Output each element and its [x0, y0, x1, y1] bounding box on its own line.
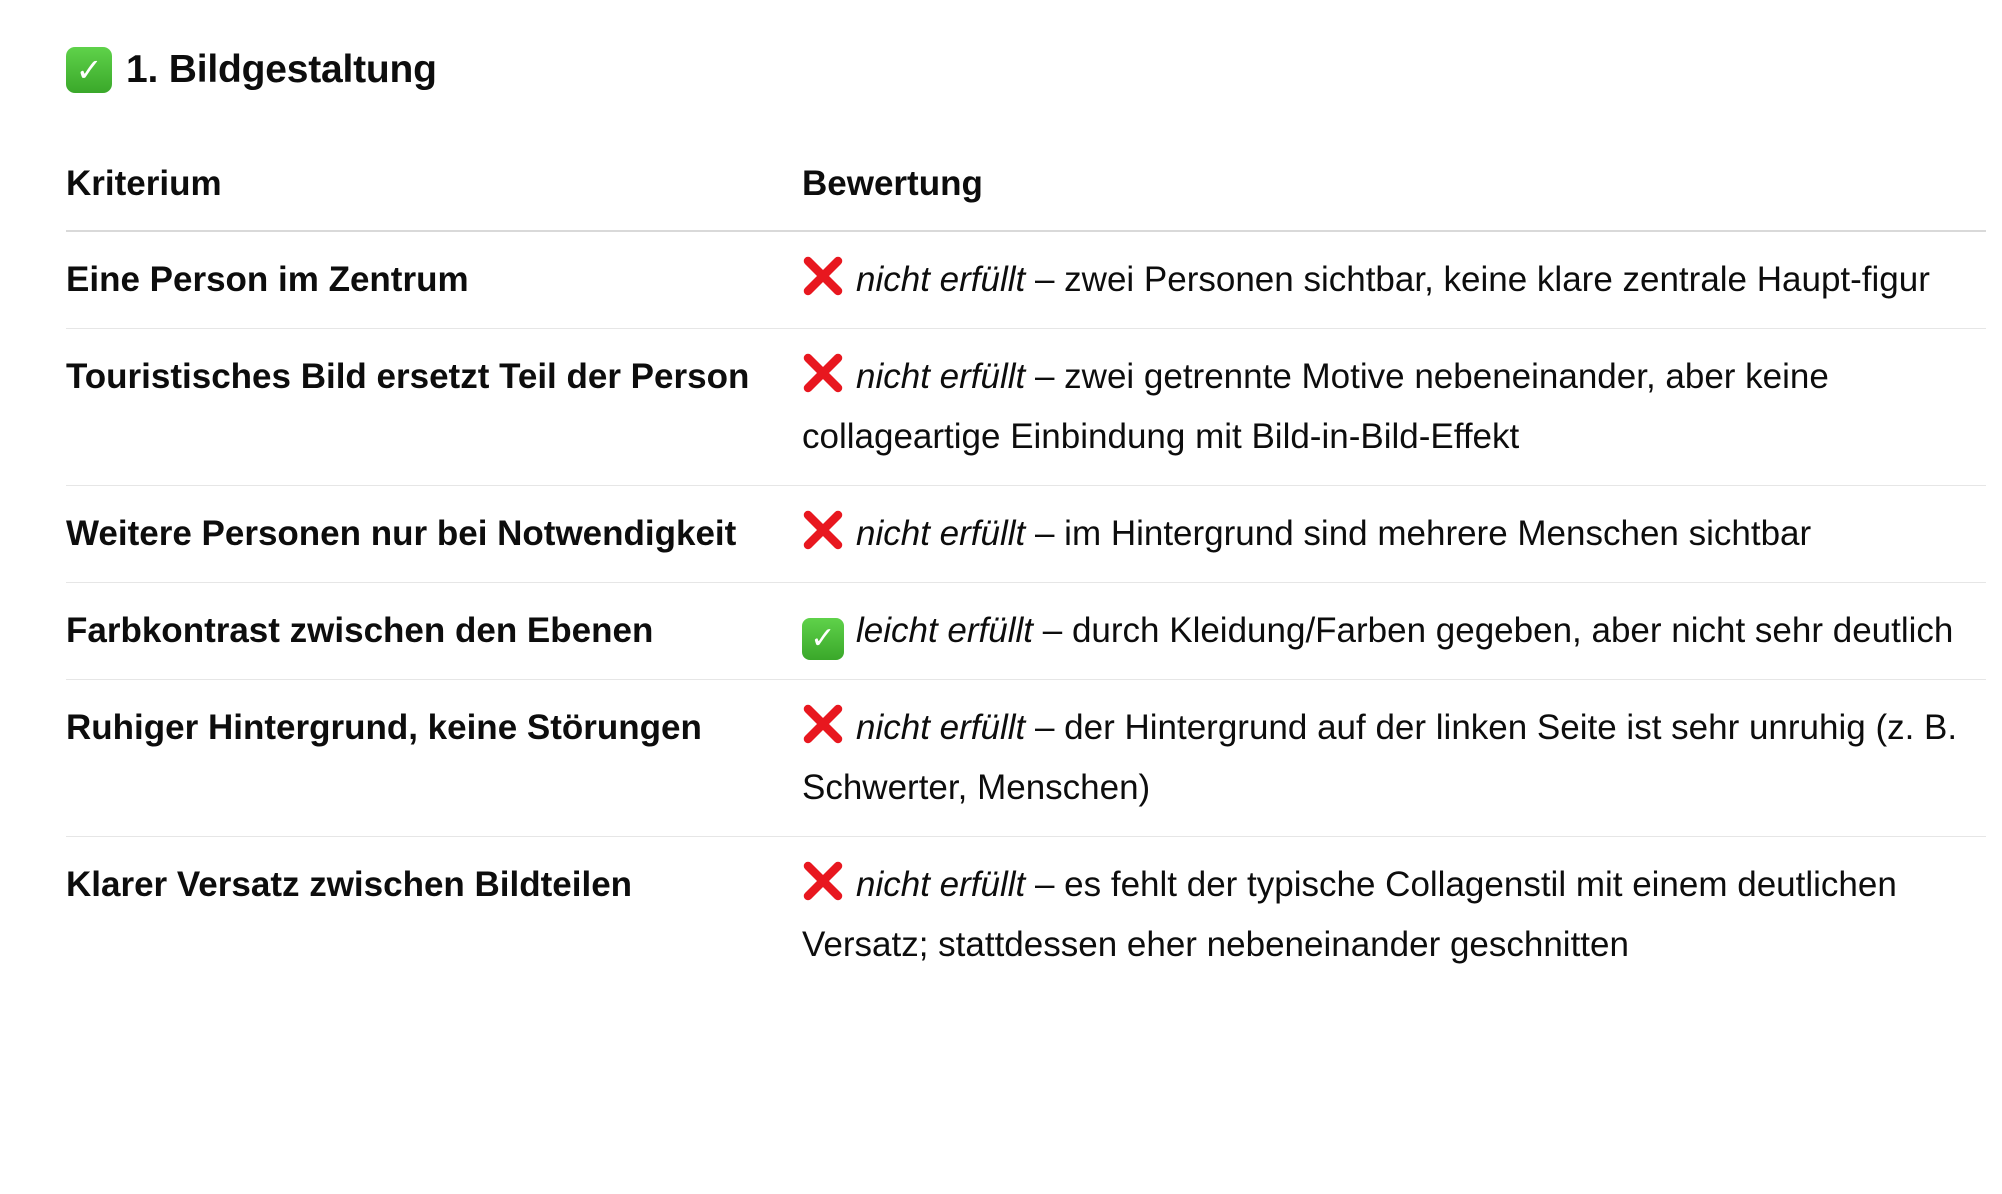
- cross-mark-icon: [802, 255, 844, 297]
- rating-cell: [802, 231, 1986, 329]
- rating-status: nicht erfüllt: [856, 514, 1026, 553]
- cross-mark-icon: [802, 509, 844, 551]
- rating-comment: – zwei getrennte Motive nebeneinander, aber keine collageartige Einbindung mit Bild-in-Bild-Effekt: [802, 357, 1829, 456]
- rating-status: nicht erfüllt: [856, 865, 1026, 904]
- criteria-table: [66, 150, 1986, 993]
- rating-cell: [802, 680, 1986, 837]
- table-row: [66, 231, 1986, 329]
- criterion-cell: Ruhiger Hintergrund, keine Störungen: [66, 680, 802, 837]
- check-mark-button-icon: ✓: [66, 47, 112, 93]
- table-row: [66, 486, 1986, 583]
- rating-status: nicht erfüllt: [856, 357, 1026, 396]
- column-header-rating: Bewertung: [802, 150, 1986, 231]
- criterion-cell: Klarer Versatz zwischen Bildteilen: [66, 865, 633, 904]
- cross-mark-icon: [802, 703, 844, 745]
- rating-comment: – im Hintergrund sind mehrere Menschen sichtbar: [1025, 514, 1812, 553]
- check-mark-button-icon: ✓: [802, 618, 844, 660]
- rating-comment: – durch Kleidung/Farben gegeben, aber nicht sehr deutlich: [1033, 611, 1954, 650]
- section-heading-text: 1. Bildgestaltung: [126, 48, 437, 91]
- table-row: [66, 583, 1986, 680]
- criterion-cell: Farbkontrast zwischen den Ebenen: [66, 583, 802, 680]
- rating-cell: [802, 837, 1986, 994]
- table-row: [66, 837, 1986, 994]
- rating-comment: – es fehlt der typische Collagenstil mit einem deutlichen Versatz; stattdessen eher nebeneinander geschnitten: [802, 865, 1897, 964]
- rating-cell: [802, 583, 1986, 680]
- section-heading: [66, 42, 437, 98]
- table-row: [66, 329, 1986, 486]
- criterion-cell: Eine Person im Zentrum: [66, 231, 802, 329]
- column-header-criterion: Kriterium: [66, 150, 802, 231]
- rating-cell: [802, 486, 1986, 583]
- rating-cell: [802, 329, 1986, 486]
- rating-comment: – zwei Personen sichtbar, keine klare zentrale Haupt-figur: [1025, 260, 1930, 299]
- table-header-row: [66, 150, 1986, 231]
- criterion-cell: Touristisches Bild ersetzt Teil der Person: [66, 329, 802, 486]
- rating-status: nicht erfüllt: [856, 260, 1026, 299]
- cross-mark-icon: [802, 860, 844, 902]
- table-row: [66, 680, 1986, 837]
- criterion-cell: Weitere Personen nur bei Notwendigkeit: [66, 486, 802, 583]
- rating-comment: – der Hintergrund auf der linken Seite ist sehr unruhig (z. B. Schwerter, Menschen): [802, 708, 1958, 807]
- rating-status: leicht erfüllt: [856, 611, 1034, 650]
- cross-mark-icon: [802, 352, 844, 394]
- rating-status: nicht erfüllt: [856, 708, 1026, 747]
